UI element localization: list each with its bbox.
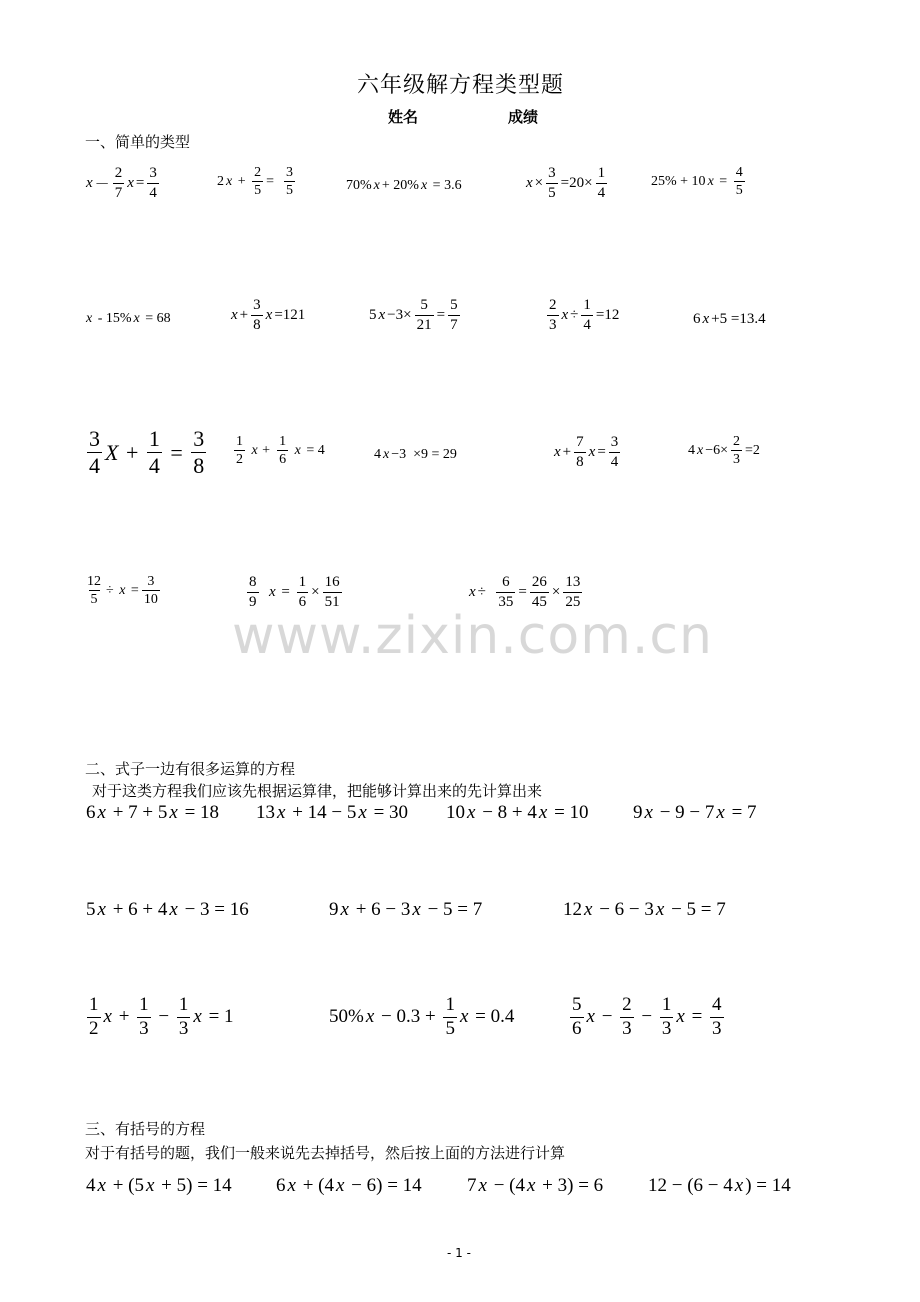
denominator: 5 [445,1017,455,1039]
fraction [547,297,559,333]
equation [85,899,250,921]
variable: x [365,1006,375,1028]
variable: x [526,174,533,191]
equation-text: × [534,174,544,191]
equation-text: − [636,1006,657,1028]
denominator: 10 [143,592,158,608]
variable: X [105,439,119,465]
fraction [234,434,245,468]
equation-text: = [597,443,606,460]
fraction [284,165,295,199]
equation-text: 4 [688,442,695,458]
equation-text: − 9 − 7 [654,802,715,823]
numerator: 16 [324,574,340,590]
variable: x [644,802,653,823]
equation-text: − 0.3 + [376,1006,441,1028]
fraction [660,995,674,1040]
variable: x [169,899,178,920]
variable: x [97,899,106,920]
equation-text: + [120,439,144,465]
variable: x [538,802,548,823]
fraction [87,427,102,478]
numerator: 1 [298,574,307,590]
variable: x [193,1006,202,1028]
equation-text: −3× [387,306,412,323]
equation-text: + (4 [297,1175,334,1196]
equation-text: 10 [446,802,465,823]
equation [373,447,458,463]
equation-text: 6 [276,1175,286,1196]
fraction [734,165,745,199]
variable: x [584,899,593,920]
equation-text: 7 [467,1175,477,1196]
equation-text: − 5 = 7 [422,899,483,920]
fraction [620,995,634,1040]
equation [85,311,172,327]
equation [562,899,727,921]
equation-text: 25% + 10 [651,173,706,189]
variable: x [103,1006,112,1028]
numerator: 6 [502,574,510,590]
equation-text: + (5 [107,1175,144,1196]
variable: x [702,311,710,327]
variable: x [335,1175,345,1196]
equation [275,1175,423,1197]
variable: x [86,174,93,191]
denominator: 35 [498,593,514,610]
variable: x [97,802,106,823]
fraction [87,995,101,1040]
equation-text: − [596,1006,618,1028]
equation [345,178,463,194]
variable: x [734,1175,744,1196]
numerator: 1 [89,994,99,1015]
variable: x [133,311,140,326]
equation-text: = [277,583,294,600]
equation [85,995,235,1040]
equation-text: 4 [374,447,381,462]
variable: x [383,447,390,462]
denominator: 6 [279,452,287,468]
fraction [731,434,742,468]
variable: x [467,802,476,823]
equation [647,1175,792,1197]
fraction [247,574,259,610]
fraction [609,434,621,470]
fraction [448,297,460,333]
fraction [297,574,309,610]
denominator: 5 [735,183,743,199]
equation [466,1175,604,1197]
numerator: 12 [87,574,101,589]
variable: x [340,899,349,920]
fraction [530,574,549,610]
variable: x + [248,442,275,458]
equation-text: = [266,173,282,189]
equation-text: 13 [256,802,275,823]
fraction [113,165,125,201]
equation-text: − 5 = 7 [666,899,726,920]
variable: x [554,443,561,460]
numerator: 8 [249,574,257,590]
numerator: 3 [548,165,556,181]
equation-text: = [518,583,527,600]
equation-text: − 8 + 4 [477,802,537,823]
fraction [596,165,608,201]
equation [216,165,297,199]
numerator: 1 [236,434,243,449]
numerator: 4 [735,165,743,180]
equation-text: 6 [86,802,96,823]
equation-text: × [311,583,320,600]
fraction [496,574,515,610]
equation [632,802,758,824]
denominator: 3 [661,1017,672,1039]
equation-text: 9 [633,802,643,823]
equation-text: + [113,1006,135,1028]
numerator: 2 [254,165,262,180]
denominator: 8 [253,316,261,333]
equation-text: = [436,306,446,323]
equation-text: = 18 [179,802,220,823]
equation-text: 6 [693,311,701,327]
equation-text: +5 =13.4 [711,311,766,327]
variable: x [655,899,665,920]
variable: x [169,802,178,823]
denominator: 25 [565,593,581,610]
equation [445,802,590,824]
fraction [277,434,288,468]
variable: x [420,178,428,193]
fraction [252,165,263,199]
denominator: 3 [549,316,557,333]
denominator: 5 [254,183,262,199]
numerator: 3 [147,574,155,589]
equation [468,574,584,610]
equation-text: =2 [745,442,760,458]
equation [85,165,161,201]
variable: x [676,1006,685,1028]
denominator: 5 [90,592,98,608]
fraction [85,574,103,608]
variable: x [358,802,367,823]
equation [230,297,306,333]
section-1-heading: 一、简单的类型 [85,133,191,151]
equation [525,165,609,201]
page-number: - 1 - [447,1246,471,1260]
numerator: 26 [531,574,547,590]
variable: x [561,306,569,323]
equation-text: 12 − (6 − 4 [648,1175,733,1196]
numerator: 5 [420,297,428,313]
denominator: 8 [193,453,205,479]
equation-text: + [234,173,250,189]
equation-text: + [562,443,572,460]
equation-text: 50% [329,1006,364,1028]
denominator: 51 [324,593,340,610]
equation-text: ) = 14 [745,1175,791,1196]
denominator: 9 [249,593,257,610]
fraction [177,995,191,1040]
denominator: 5 [286,183,294,199]
equation [368,297,462,333]
equation-text: - 15% [94,311,132,326]
equation-text: + 14 − 5 [287,802,357,823]
numerator: 5 [450,297,458,313]
denominator: 3 [712,1017,722,1039]
denominator: 4 [149,184,157,201]
variable: x [287,1175,296,1196]
denominator: 45 [531,593,547,610]
numerator: 3 [89,426,100,451]
variable: x [707,173,714,189]
denominator: 3 [733,452,741,468]
variable: x [277,802,286,823]
denominator: 3 [139,1017,149,1039]
denominator: 7 [450,316,458,333]
denominator: 4 [583,316,591,333]
variable: x [412,899,421,920]
variable: x [291,442,301,458]
equation-text: = [164,439,189,465]
section-3-note: 对于有括号的题，我们一般来说先去掉括号，然后按上面的方法进行计算 [85,1144,566,1162]
equation [85,802,220,824]
equation-text: =12 [595,306,620,323]
variable: x [86,311,93,326]
denominator: 8 [576,453,584,470]
numerator: 1 [139,994,149,1015]
equation-text: 5 [369,306,377,323]
denominator: 4 [597,184,606,201]
numerator: 13 [565,574,581,590]
numerator: 3 [286,165,294,180]
score-label: 成绩 [508,108,539,126]
numerator: 3 [610,434,619,450]
variable: x [716,802,725,823]
variable: x [526,1175,536,1196]
fraction [147,165,159,201]
denominator: 6 [298,593,307,610]
variable: x [478,1175,487,1196]
numerator: 2 [549,297,557,313]
name-label: 姓名 [388,108,419,126]
section-2-heading: 二、式子一边有很多运算的方程 [85,760,296,778]
numerator: 4 [712,994,722,1015]
equation-text: −3 ×9 = 29 [391,447,457,462]
fraction [142,574,160,608]
equation-text: + 20% [381,178,419,193]
equation-text: = 4 [302,442,325,458]
variable: x [226,173,233,189]
numerator: 1 [597,165,606,181]
equation [692,311,767,328]
variable: x [145,1175,155,1196]
numerator: 2 [622,994,632,1015]
variable: x [97,1175,106,1196]
equation-text: = 3.6 [429,178,462,193]
fraction [570,995,584,1040]
numerator: 3 [253,297,261,313]
equation [545,297,620,333]
equation-text: 9 [329,899,339,920]
equation-text: + 6 + 4 [107,899,168,920]
variable: x [378,306,386,323]
variable: x [261,583,276,600]
denominator: 4 [89,453,100,479]
fraction [137,995,151,1040]
equation-text: + [239,306,249,323]
equation [85,427,208,478]
equation-text: ÷ [106,582,118,598]
equation-text: － [94,176,110,193]
section-2-note: 对于这类方程我们应该先根据运算律，把能够计算出来的先计算出来 [92,782,543,800]
equation-text: ÷ [477,583,494,600]
equation-text: × [551,583,561,600]
denominator: 4 [610,453,619,470]
equation [245,574,344,610]
equation [553,434,622,470]
numerator: 1 [178,994,189,1015]
numerator: 5 [572,994,582,1015]
section-3-heading: 三、有括号的方程 [85,1120,206,1138]
equation-text: + 3) = 6 [537,1175,604,1196]
equation [328,995,515,1040]
numerator: 1 [445,994,455,1015]
variable: x [697,442,704,458]
variable: x [265,306,273,323]
numerator: 3 [193,426,205,451]
equation-text: −6× [705,442,729,458]
variable: x [588,443,596,460]
variable: x [119,582,126,598]
watermark: www.zixin.com.cn [232,606,713,666]
fraction [546,165,558,201]
denominator: 4 [148,453,160,479]
fraction [251,297,263,333]
fraction [443,995,457,1040]
numerator: 2 [733,434,741,449]
fraction [323,574,342,610]
fraction [581,297,593,333]
denominator: 3 [622,1017,632,1039]
equation-text: = [715,173,731,189]
variable: x [586,1006,595,1028]
numerator: 3 [149,165,157,181]
equation-text: = [686,1006,708,1028]
fraction [574,434,586,470]
equation-text: ÷ [570,306,579,323]
equation-text: − [153,1006,174,1028]
fraction [191,427,206,478]
numerator: 1 [148,426,160,451]
equation-text: 4 [86,1175,96,1196]
equation-text: 70% [346,178,372,193]
equation [328,899,483,921]
equation-text: = 1 [203,1006,234,1028]
denominator: 2 [236,452,243,468]
equation-text: 2 [217,173,224,189]
numerator: 1 [279,434,287,449]
denominator: 7 [114,184,123,201]
equation-text: = 0.4 [470,1006,515,1028]
equation-text: =20× [560,174,593,191]
equation-text: = 68 [141,311,171,326]
variable: x [469,583,476,600]
denominator: 21 [416,316,432,333]
fraction [415,297,434,333]
equation-text: − (4 [488,1175,525,1196]
equation [568,995,726,1040]
variable: x [231,306,238,323]
equation-text: 12 [563,899,582,920]
equation-text: =121 [274,306,306,323]
equation [687,434,761,468]
equation-text: = 30 [368,802,409,823]
fraction [710,995,724,1040]
denominator: 3 [178,1017,189,1039]
numerator: 7 [576,434,584,450]
equation [650,165,747,199]
equation [85,1175,233,1197]
equation-text: + 7 + 5 [107,802,168,823]
equation-text: = [135,174,145,191]
equation-text: − 6) = 14 [346,1175,422,1196]
equation-text: = 7 [726,802,757,823]
fraction [563,574,582,610]
page-title: 六年级解方程类型题 [357,72,565,97]
numerator: 1 [583,297,591,313]
equation-text: + 6 − 3 [350,899,411,920]
equation-text: 5 [86,899,96,920]
equation [83,574,162,608]
variable: x [459,1006,469,1028]
equation-text: − 3 = 16 [179,899,249,920]
equation [232,434,326,468]
denominator: 6 [572,1017,582,1039]
equation-text: = 10 [549,802,589,823]
denominator: 2 [89,1017,99,1039]
denominator: 5 [548,184,556,201]
equation-text: + 5) = 14 [156,1175,232,1196]
numerator: 1 [661,994,672,1015]
variable: x [373,178,380,193]
equation-text: − 6 − 3 [594,899,654,920]
fraction [147,427,162,478]
equation-text: = [127,582,139,598]
equation [255,802,409,824]
numerator: 2 [114,165,123,181]
variable: x [127,174,134,191]
